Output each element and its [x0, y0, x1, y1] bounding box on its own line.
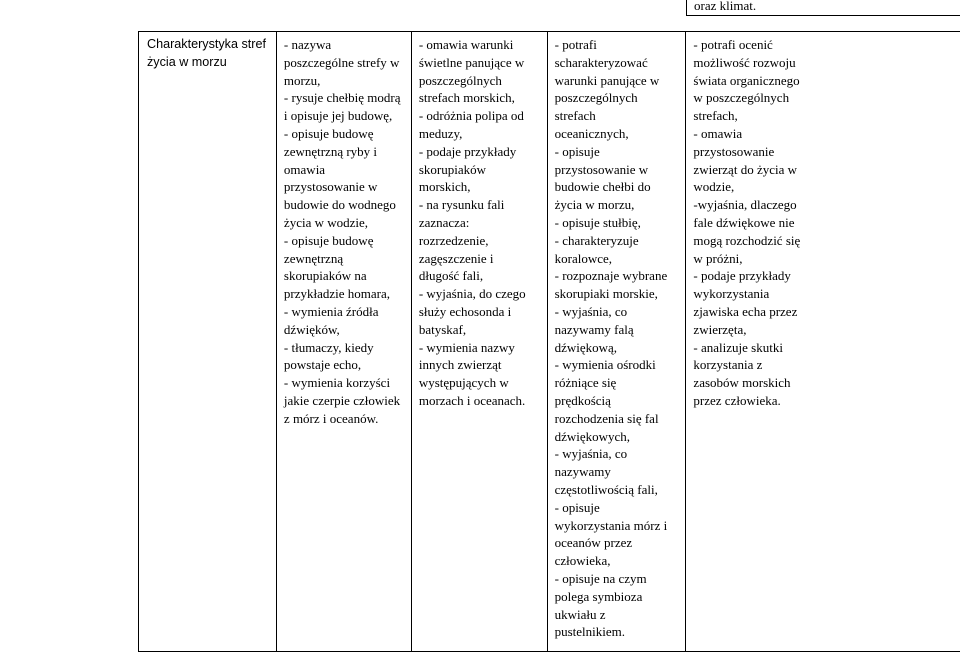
- text-line: -wyjaśnia, dlaczego: [693, 197, 797, 213]
- text-line: wodzie,: [693, 179, 735, 195]
- requirements-table: [138, 31, 960, 652]
- text-line: polega symbioza: [554, 588, 643, 604]
- text-line: skorupiaków: [418, 161, 486, 177]
- text-line: - tłumaczy, kiedy: [283, 339, 374, 355]
- text-line: zjawiska echa przez: [693, 303, 798, 319]
- text-line: i opisuje jej budowę,: [283, 108, 393, 124]
- text-line: skorupiaki morskie,: [554, 286, 658, 302]
- text-line: - opisuje budowę: [283, 125, 374, 141]
- text-line: wykorzystania mórz i: [554, 517, 668, 533]
- text-line: życia w morzu: [147, 54, 227, 69]
- text-line: wykorzystania: [693, 286, 770, 302]
- text-line: budowie do wodnego: [283, 197, 396, 213]
- text-line: prędkością: [554, 392, 611, 408]
- text-line: meduzy,: [418, 125, 463, 141]
- text-line: jakie czerpie człowiek: [283, 392, 401, 408]
- text-line: dźwięków,: [283, 321, 340, 337]
- text-line: mogą rozchodzić się: [693, 232, 801, 248]
- text-line: - na rysunku fali: [418, 197, 505, 213]
- text-line: oceanów przez: [554, 535, 633, 551]
- text-line: - wymienia korzyści: [283, 375, 391, 391]
- text-line: występujących w: [418, 375, 509, 391]
- text-line: zaznacza:: [418, 214, 470, 230]
- text-line: przystosowanie w: [283, 179, 378, 195]
- text-line: - potrafi: [554, 37, 597, 52]
- text-line: scharakteryzować: [554, 54, 648, 70]
- text-line: przykładzie homara,: [283, 286, 391, 302]
- text-line: przystosowanie w: [554, 161, 649, 177]
- text-line: innych zwierząt: [418, 357, 502, 373]
- previous-row-cell: [686, 0, 960, 16]
- text-line: dźwiękowych,: [554, 428, 631, 444]
- text-line: koralowce,: [554, 250, 612, 266]
- text-line: oceanicznych,: [554, 125, 629, 141]
- text-line: zagęszczenie i: [418, 250, 494, 266]
- advanced-requirements-cell: [686, 32, 960, 652]
- text-line: ukwiału z: [554, 606, 606, 622]
- complete-requirements-text: [555, 36, 682, 641]
- text-line: - podaje przykłady: [418, 143, 517, 159]
- text-line: - wymienia nazwy: [418, 339, 515, 355]
- text-line: - charakteryzuje: [554, 232, 639, 248]
- text-line: - omawia warunki: [418, 37, 514, 52]
- text-line: zewnętrzną: [283, 250, 344, 266]
- text-line: - wyjaśnia, co: [554, 303, 628, 319]
- text-line: poszczególnych: [554, 90, 638, 106]
- text-line: skorupiaków na: [283, 268, 367, 284]
- text-line: - wymienia ośrodki: [554, 357, 656, 373]
- text-line: rozrzedzenie,: [418, 232, 489, 248]
- text-line: korzystania z: [693, 357, 763, 373]
- topic-cell: [139, 32, 277, 652]
- text-line: rozchodzenia się fal: [554, 410, 659, 426]
- text-line: zasobów morskich: [693, 375, 791, 391]
- text-line: powstaje echo,: [283, 357, 362, 373]
- text-line: poszczególne strefy w: [283, 54, 400, 70]
- text-line: służy echosonda i: [418, 303, 512, 319]
- text-line: poszczególnych: [418, 72, 502, 88]
- text-line: zwierząt do życia w: [693, 161, 798, 177]
- text-line: morzu,: [283, 72, 321, 88]
- text-line: fale dźwiękowe nie: [693, 214, 795, 230]
- topic-text: [147, 36, 272, 72]
- text-line: zwierzęta,: [693, 321, 747, 337]
- text-line: batyskaf,: [418, 321, 467, 337]
- text-line: - wymienia źródła: [283, 303, 379, 319]
- text-line: w poszczególnych: [693, 90, 790, 106]
- text-line: częstotliwością fali,: [554, 481, 658, 497]
- text-line: w próżni,: [693, 250, 743, 266]
- text-line: - podaje przykłady: [693, 268, 791, 284]
- basic-requirements-text: [284, 36, 407, 428]
- text-line: - rozpoznaje wybrane: [554, 268, 668, 284]
- text-line: - nazywa: [283, 37, 332, 52]
- text-line: przystosowanie: [693, 143, 775, 159]
- extended-requirements-cell: [411, 32, 547, 652]
- text-line: Charakterystyka stref: [147, 37, 266, 51]
- previous-row-text: oraz klimat.: [694, 0, 757, 13]
- text-line: nazywamy falą: [554, 321, 634, 337]
- text-line: omawia: [283, 161, 326, 177]
- extended-requirements-text: [419, 36, 543, 410]
- text-line: długość fali,: [418, 268, 484, 284]
- text-line: strefach: [554, 108, 596, 124]
- text-line: - wyjaśnia, do czego: [418, 286, 526, 302]
- table-row: [139, 32, 960, 652]
- text-line: - potrafi ocenić: [693, 37, 773, 52]
- text-line: życia w wodzie,: [283, 214, 369, 230]
- text-line: - rysuje chełbię modrą: [283, 90, 401, 106]
- text-line: morzach i oceanach.: [418, 392, 526, 408]
- text-line: morskich,: [418, 179, 471, 195]
- text-line: budowie chełbi do: [554, 179, 651, 195]
- text-line: świata organicznego: [693, 72, 800, 88]
- text-line: - wyjaśnia, co: [554, 446, 628, 462]
- complete-requirements-cell: [547, 32, 686, 652]
- text-line: - opisuje: [554, 143, 600, 159]
- text-line: możliwość rozwoju: [693, 54, 796, 70]
- text-line: strefach,: [693, 108, 738, 124]
- text-line: różniące się: [554, 375, 617, 391]
- text-line: - opisuje: [554, 499, 600, 515]
- text-line: życia w morzu,: [554, 197, 635, 213]
- text-line: - opisuje budowę: [283, 232, 374, 248]
- text-line: świetlne panujące w: [418, 54, 525, 70]
- text-line: zewnętrzną ryby i: [283, 143, 378, 159]
- basic-requirements-cell: [276, 32, 411, 652]
- text-line: - analizuje skutki: [693, 339, 783, 355]
- text-line: człowieka,: [554, 553, 611, 569]
- advanced-requirements-text: [693, 36, 956, 410]
- text-line: - omawia: [693, 125, 743, 141]
- text-line: - odróżnia polipa od: [418, 108, 524, 124]
- text-line: - opisuje na czym: [554, 570, 647, 586]
- text-line: - opisuje stułbię,: [554, 214, 641, 230]
- text-line: dźwiękową,: [554, 339, 618, 355]
- text-line: z mórz i oceanów.: [283, 410, 379, 426]
- text-line: strefach morskich,: [418, 90, 515, 106]
- text-line: warunki panujące w: [554, 72, 660, 88]
- text-line: przez człowieka.: [693, 392, 781, 408]
- text-line: nazywamy: [554, 464, 611, 480]
- text-line: pustelnikiem.: [554, 624, 626, 640]
